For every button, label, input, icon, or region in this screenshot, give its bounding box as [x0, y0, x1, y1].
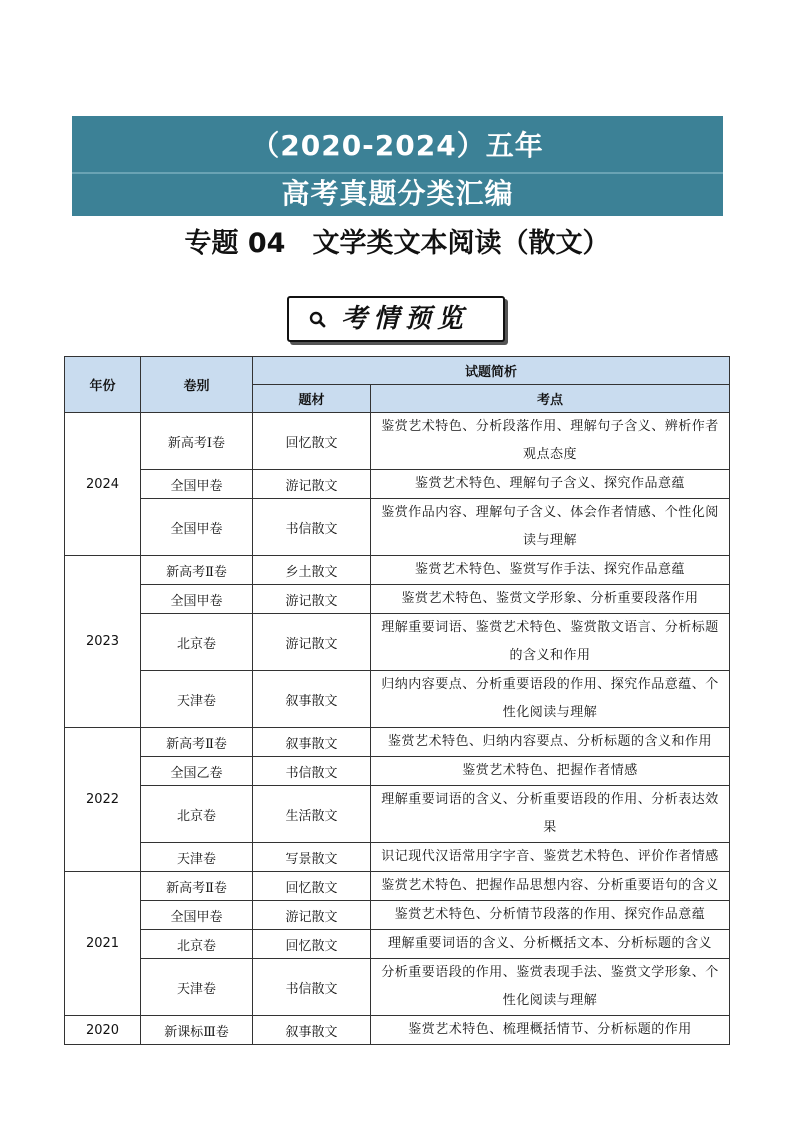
- table-row: [65, 585, 730, 614]
- exam-overview-table: [64, 356, 730, 1045]
- topic-cell: 书信散文: [253, 757, 371, 786]
- title-banner: [72, 116, 723, 216]
- year-cell: 2024: [65, 413, 141, 556]
- topic-cell: 回忆散文: [253, 872, 371, 901]
- points-cell: 归纳内容要点、分析重要语段的作用、探究作品意蕴、个性化阅读与理解: [371, 671, 730, 728]
- table-row: [65, 901, 730, 930]
- points-cell: 鉴赏艺术特色、把握作品思想内容、分析重要语句的含义: [371, 872, 730, 901]
- points-cell: 鉴赏艺术特色、理解句子含义、探究作品意蕴: [371, 470, 730, 499]
- points-cell: 理解重要词语的含义、分析概括文本、分析标题的含义: [371, 930, 730, 959]
- points-cell: 鉴赏艺术特色、归纳内容要点、分析标题的含义和作用: [371, 728, 730, 757]
- topic-cell: 游记散文: [253, 470, 371, 499]
- paper-cell: 新课标Ⅲ卷: [141, 1016, 253, 1045]
- header-group: 试题简析: [253, 357, 730, 385]
- topic-cell: 书信散文: [253, 959, 371, 1016]
- table-row: [65, 470, 730, 499]
- header-year: 年份: [65, 357, 141, 413]
- topic-cell: 书信散文: [253, 499, 371, 556]
- year-cell: 2023: [65, 556, 141, 728]
- banner-title-line1: （2020-2024）五年: [251, 129, 544, 162]
- points-cell: 鉴赏艺术特色、分析情节段落的作用、探究作品意蕴: [371, 901, 730, 930]
- points-cell: 鉴赏作品内容、理解句子含义、体会作者情感、个性化阅读与理解: [371, 499, 730, 556]
- table-row: [65, 728, 730, 757]
- topic-cell: 叙事散文: [253, 728, 371, 757]
- topic-cell: 游记散文: [253, 614, 371, 671]
- topic-cell: 乡土散文: [253, 556, 371, 585]
- banner-title-line2: 高考真题分类汇编: [281, 177, 514, 210]
- paper-cell: 天津卷: [141, 843, 253, 872]
- page-subtitle: 专题 04 文学类文本阅读（散文）: [184, 228, 610, 259]
- table-row: [65, 959, 730, 1016]
- paper-cell: 北京卷: [141, 614, 253, 671]
- table-row: [65, 614, 730, 671]
- points-cell: 理解重要词语、鉴赏艺术特色、鉴赏散文语言、分析标题的含义和作用: [371, 614, 730, 671]
- table-row: [65, 413, 730, 470]
- topic-cell: 叙事散文: [253, 671, 371, 728]
- topic-cell: 游记散文: [253, 585, 371, 614]
- table-row: [65, 930, 730, 959]
- table-row: [65, 671, 730, 728]
- paper-cell: 新高考Ⅱ卷: [141, 872, 253, 901]
- year-cell: 2020: [65, 1016, 141, 1045]
- search-icon: [307, 309, 329, 331]
- points-cell: 鉴赏艺术特色、鉴赏文学形象、分析重要段落作用: [371, 585, 730, 614]
- points-cell: 理解重要词语的含义、分析重要语段的作用、分析表达效果: [371, 786, 730, 843]
- table-row: [65, 757, 730, 786]
- paper-cell: 北京卷: [141, 786, 253, 843]
- table-row: [65, 499, 730, 556]
- points-cell: 分析重要语段的作用、鉴赏表现手法、鉴赏文学形象、个性化阅读与理解: [371, 959, 730, 1016]
- paper-cell: 新高考Ⅰ卷: [141, 413, 253, 470]
- year-cell: 2021: [65, 872, 141, 1016]
- topic-cell: 回忆散文: [253, 930, 371, 959]
- paper-cell: 全国甲卷: [141, 499, 253, 556]
- header-points: 考点: [371, 385, 730, 413]
- topic-cell: 写景散文: [253, 843, 371, 872]
- table-row: [65, 872, 730, 901]
- points-cell: 鉴赏艺术特色、把握作者情感: [371, 757, 730, 786]
- preview-heading-box: [287, 296, 505, 342]
- points-cell: 鉴赏艺术特色、鉴赏写作手法、探究作品意蕴: [371, 556, 730, 585]
- header-paper: 卷别: [141, 357, 253, 413]
- points-cell: 识记现代汉语常用字字音、鉴赏艺术特色、评价作者情感: [371, 843, 730, 872]
- paper-cell: 全国甲卷: [141, 470, 253, 499]
- topic-cell: 生活散文: [253, 786, 371, 843]
- paper-cell: 全国乙卷: [141, 757, 253, 786]
- paper-cell: 新高考Ⅱ卷: [141, 728, 253, 757]
- header-topic: 题材: [253, 385, 371, 413]
- paper-cell: 天津卷: [141, 671, 253, 728]
- table-row: [65, 556, 730, 585]
- paper-cell: 新高考Ⅱ卷: [141, 556, 253, 585]
- preview-heading-label: 考情预览: [341, 304, 470, 334]
- points-cell: 鉴赏艺术特色、梳理概括情节、分析标题的作用: [371, 1016, 730, 1045]
- paper-cell: 全国甲卷: [141, 901, 253, 930]
- table-row: [65, 843, 730, 872]
- paper-cell: 北京卷: [141, 930, 253, 959]
- topic-cell: 叙事散文: [253, 1016, 371, 1045]
- table-row: [65, 786, 730, 843]
- paper-cell: 天津卷: [141, 959, 253, 1016]
- topic-cell: 回忆散文: [253, 413, 371, 470]
- points-cell: 鉴赏艺术特色、分析段落作用、理解句子含义、辨析作者观点态度: [371, 413, 730, 470]
- topic-cell: 游记散文: [253, 901, 371, 930]
- year-cell: 2022: [65, 728, 141, 872]
- paper-cell: 全国甲卷: [141, 585, 253, 614]
- table-row: [65, 1016, 730, 1045]
